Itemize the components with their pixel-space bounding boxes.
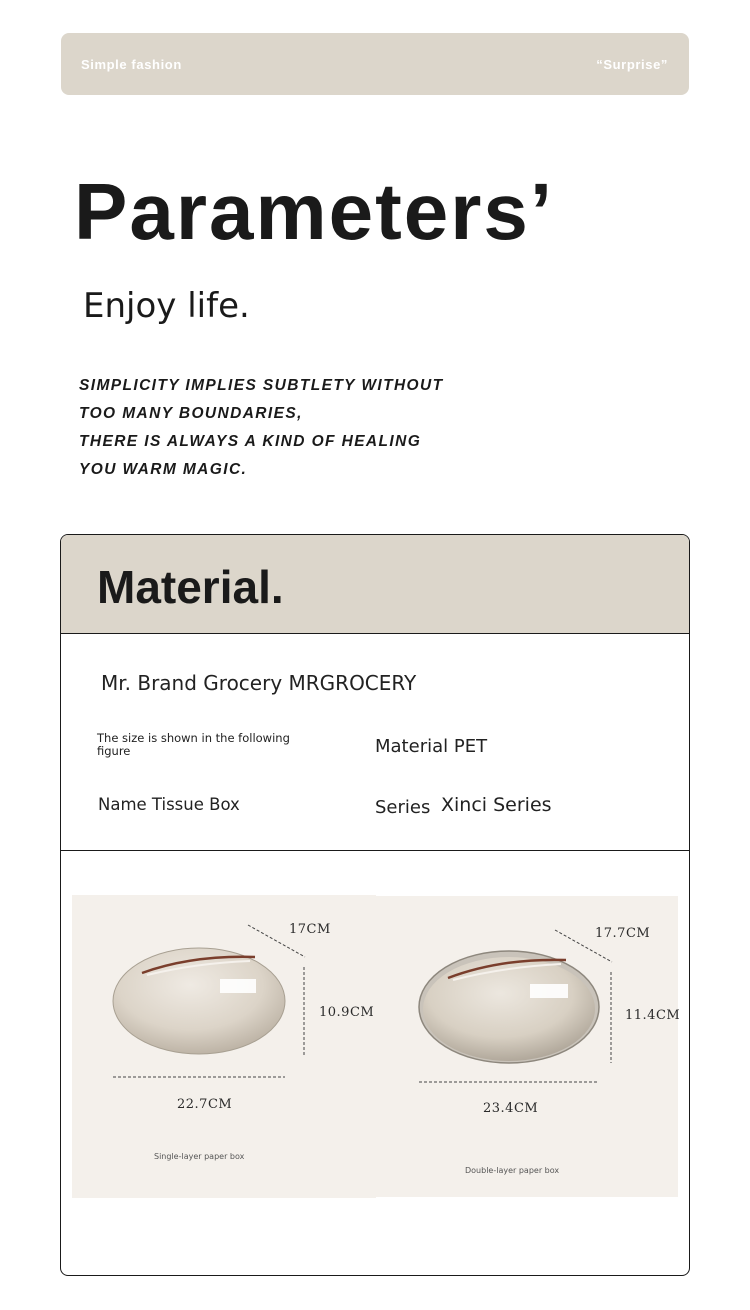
slogan-line: SIMPLICITY IMPLIES SUBTLETY WITHOUT <box>79 377 444 394</box>
width-label: 23.4CM <box>483 1101 539 1116</box>
brand-text: Mr. Brand Grocery MRGROCERY <box>101 671 417 695</box>
material-card <box>60 534 690 1276</box>
width-label: 22.7CM <box>177 1097 233 1112</box>
slogan-line: THERE IS ALWAYS A KIND OF HEALING <box>79 433 422 450</box>
header-banner <box>61 33 689 95</box>
header-left-text: Simple fashion <box>81 57 182 72</box>
material-text: Material PET <box>375 736 488 757</box>
section-divider <box>61 850 689 851</box>
slogan-block <box>79 372 443 484</box>
page-title: Parameters’ <box>74 167 555 256</box>
tissue-box-double-illustration <box>376 896 681 1197</box>
product-caption: Double-layer paper box <box>465 1166 560 1175</box>
size-note: The size is shown in the following figure <box>97 731 290 758</box>
header-right-text: “Surprise” <box>596 57 668 72</box>
series-value: Xinci Series <box>441 794 552 816</box>
depth-label: 17.7CM <box>595 926 651 941</box>
slogan-line: YOU WARM MAGIC. <box>79 461 248 478</box>
material-title: Material. <box>97 561 284 613</box>
product-photo-single <box>72 895 376 1198</box>
series-label: Series <box>375 797 431 818</box>
product-caption: Single-layer paper box <box>154 1152 245 1161</box>
depth-label: 17CM <box>289 922 331 937</box>
material-card-header <box>61 535 689 634</box>
product-photo-double <box>376 896 681 1197</box>
height-label: 11.4CM <box>625 1008 681 1023</box>
page-subtitle: Enjoy life. <box>83 286 250 326</box>
height-label: 10.9CM <box>319 1005 375 1020</box>
slogan-line: TOO MANY BOUNDARIES, <box>79 405 303 422</box>
product-name: Name Tissue Box <box>98 795 240 814</box>
